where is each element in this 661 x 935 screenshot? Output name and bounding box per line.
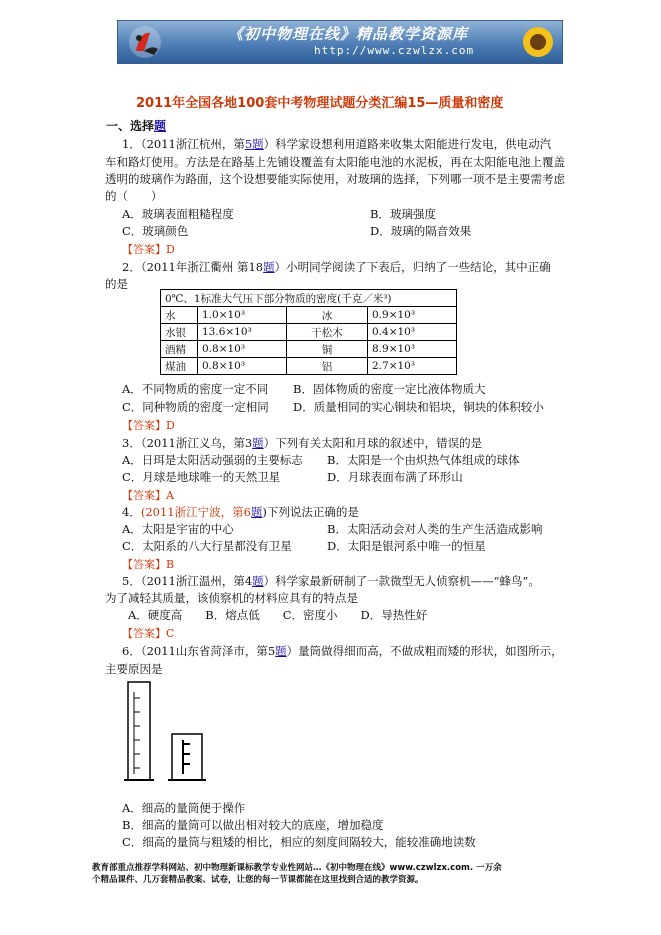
q5-source-link[interactable]: 题	[252, 574, 264, 588]
header-banner	[117, 20, 563, 64]
q2-option-a: A．不同物质的密度一定不同	[122, 382, 269, 396]
page-footer	[92, 862, 572, 886]
banner-url[interactable]: http://www.czwlzx.com	[314, 44, 475, 57]
measuring-cylinders-figure	[120, 678, 220, 788]
q4-option-a: A．太阳是宇宙的中心	[122, 522, 234, 536]
section-link[interactable]: 题	[154, 119, 167, 133]
q1-line2: 车和路灯使用。方法是在路基上先铺设覆盖有太阳能电池的水泥板，再在太阳能电池上覆盖	[105, 155, 565, 169]
q3-option-a: A．日珥是太阳活动强弱的主要标志	[122, 453, 303, 467]
q2-option-b: B．固体物质的密度一定比液体物质大	[293, 382, 486, 396]
q4-answer: 【答案】B	[122, 558, 175, 571]
banner-title: 《初中物理在线》精品教学资源库	[228, 25, 469, 43]
q6-option-a: A．细高的量筒便于操作	[122, 801, 246, 815]
q2-line2: 的是	[105, 277, 128, 291]
sunflower-icon	[518, 23, 558, 61]
q6-source-link[interactable]: 题	[275, 644, 287, 658]
q4-source-link[interactable]: 题	[250, 505, 263, 519]
q1-option-c: C．玻璃颜色	[122, 224, 189, 238]
table-row: 水 1.0×10³ 冰 0.9×10³	[161, 307, 457, 324]
q1-option-a: A．玻璃表面粗糙程度	[122, 207, 234, 221]
q3-answer: 【答案】A	[122, 489, 174, 502]
q2-line1: 2．（2011年浙江衢州 第18题）小明同学阅读了下表后，归纳了一些结论，其中正确	[122, 260, 551, 274]
q3-option-c: C．月球是地球唯一的天然卫星	[122, 470, 281, 484]
q3-option-b: B．太阳是一个由炽热气体组成的球体	[327, 453, 520, 467]
q5-options: A．硬度高 B．熔点低 C．密度小 D．导热性好	[128, 608, 428, 622]
q6-option-b: B．细高的量筒可以做出相对较大的底座，增加稳度	[122, 818, 384, 832]
q4-line1: 4．(2011浙江宁波，第6题)下列说法正确的是	[122, 505, 359, 519]
table-row: 水银 13.6×10³ 干松木 0.4×10³	[161, 324, 457, 341]
site-logo-icon	[128, 25, 162, 59]
q1-source-link[interactable]: 5题	[244, 137, 264, 151]
q3-option-d: D．月球表面布满了环形山	[327, 470, 463, 484]
q1-line4: 的（ ）	[105, 189, 163, 203]
q4-option-c: C．太阳系的八大行星都没有卫星	[122, 539, 292, 553]
q2-option-c: C．同种物质的密度一定相同	[122, 400, 269, 414]
q3-source-link[interactable]: 题	[252, 436, 264, 450]
q5-answer: 【答案】C	[122, 627, 175, 640]
document-title: 2011年全国各地100套中考物理试题分类汇编15—质量和密度	[136, 96, 504, 111]
section-heading: 一、选择题	[106, 119, 167, 133]
q1-option-d: D．玻璃的隔音效果	[370, 224, 472, 238]
q1-line1: 1．（2011浙江杭州，第5题）科学家设想利用道路来收集太阳能进行发电，供电动汽	[122, 137, 552, 151]
footer-line2: 个精品课件、几万套精品教案、试卷，让您的每一节课都能在这里找到合适的教学资源。	[92, 875, 424, 885]
q4-option-d: D．太阳是银河系中唯一的恒星	[327, 539, 486, 553]
density-table	[160, 289, 457, 375]
q5-line2: 为了减轻其质量，该侦察机的材料应具有的特点是	[105, 591, 358, 605]
short-cylinder-icon	[168, 734, 206, 780]
q1-answer: 【答案】D	[122, 243, 175, 256]
q3-line1: 3．（2011浙江义乌，第3题）下列有关太阳和月球的叙述中，错误的是	[122, 436, 483, 450]
q2-option-d: D．质量相同的实心铜块和铝块，铜块的体积较小	[293, 400, 544, 414]
table-caption: 0℃、1标准大气压下部分物质的密度(千克／米³)	[161, 290, 457, 307]
q2-source-link[interactable]: 题	[263, 260, 275, 274]
q4-option-b: B．太阳活动会对人类的生产生活造成影响	[327, 522, 543, 536]
q6-line2: 主要原因是	[105, 662, 163, 676]
q1-option-b: B．玻璃强度	[370, 207, 436, 221]
q6-option-c: C．细高的量筒与粗矮的相比，相应的刻度间隔较大，能较准确地读数	[122, 835, 476, 849]
q4-source: (2011浙江宁波，第6	[140, 505, 251, 519]
table-row: 煤油 0.8×10³ 铝 2.7×10³	[161, 358, 457, 375]
q1-line3: 透明的玻璃作为路面，这个设想要能实际使用，对玻璃的选择，下列哪一项不是主要需考虑	[105, 172, 565, 186]
footer-line1: 教育部重点推荐学科网站、初中物理新课标教学专业性网站…《初中物理在线》www.czwlzx.com. 一万余	[92, 863, 502, 873]
q2-answer: 【答案】D	[122, 419, 175, 432]
tall-cylinder-icon	[124, 682, 154, 780]
table-row: 酒精 0.8×10³ 铜 8.9×10³	[161, 341, 457, 358]
q5-line1: 5．（2011浙江温州，第4题）科学家最新研制了一款微型无人侦察机——“蜂鸟”。	[122, 574, 540, 588]
q6-line1: 6．（2011山东省菏泽市，第5题）量筒做得细而高，不做成粗而矮的形状，如图所示，	[122, 644, 563, 658]
